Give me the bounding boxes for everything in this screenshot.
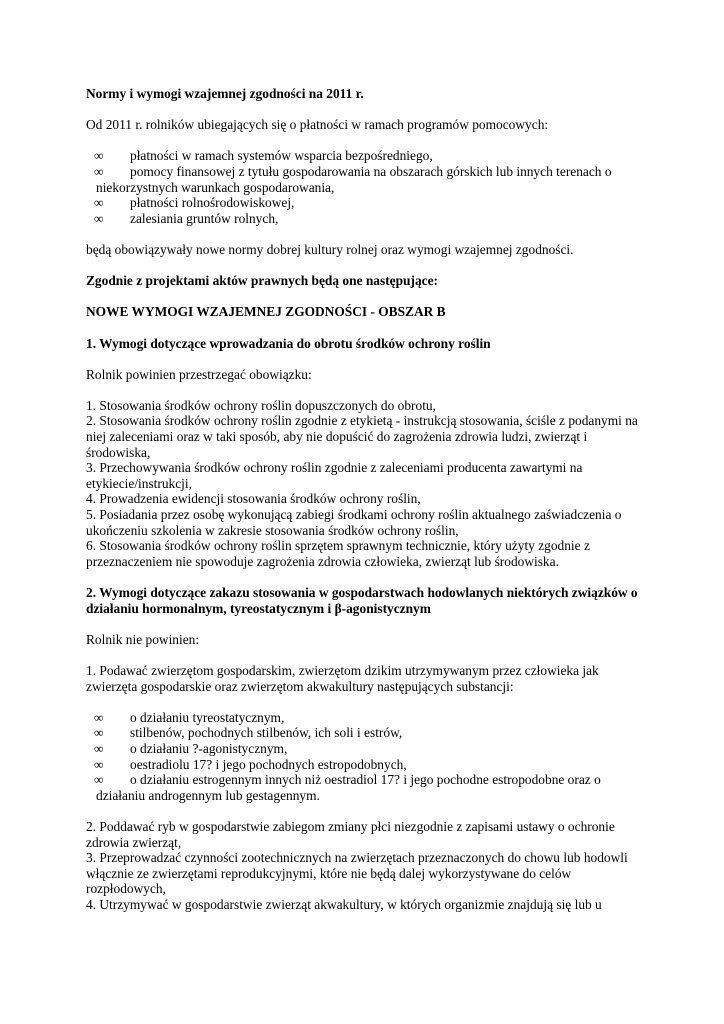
- list-item: ∞ oestradiolu 17? i jego pochodnych estropodobnych,: [94, 756, 407, 772]
- list-item: 1. Stosowania środków ochrony roślin dopuszczonych do obrotu,: [86, 397, 436, 413]
- list-item: 2. Poddawać ryb w gospodarstwie zabiegom zmiany płci niezgodnie z zapisami ustawy o ochronie zdrowia zwierząt,: [86, 818, 615, 850]
- area-heading: NOWE WYMOGI WZAJEMNEJ ZGODNOŚCI - OBSZAR B: [86, 304, 446, 320]
- list-item: ∞ o działaniu ?-agonistycznym,: [94, 740, 288, 756]
- infinity-bullet-icon: ∞: [94, 163, 104, 179]
- list-item: ∞ płatności w ramach systemów wsparcia bezpośredniego,: [94, 148, 433, 164]
- document-page: [86, 86, 646, 912]
- section1-heading: 1. Wymogi dotyczące wprowadzania do obrotu środków ochrony roślin: [86, 335, 491, 351]
- infinity-bullet-icon: ∞: [94, 772, 104, 788]
- list-item: ∞ o działaniu tyreostatycznym,: [94, 709, 285, 725]
- infinity-bullet-icon: ∞: [94, 740, 104, 756]
- list-item: ∞ o działaniu estrogennym innych niż oestradiol 17? i jego pochodne estropodobne oraz o działaniu androgennym lub gestagennym.: [94, 772, 601, 803]
- intro-conclusion: będą obowiązywały nowe normy dobrej kultury rolnej oraz wymogi wzajemnej zgodności.: [86, 241, 574, 257]
- list-item: 5. Posiadania przez osobę wykonującą zabiegi środkami ochrony roślin aktualnego zaświadczenia o ukończeniu szkolenia w zakresie stosowania środków ochrony roślin,: [86, 507, 622, 538]
- list-item: 6. Stosowania środków ochrony roślin sprzętem sprawnym technicznie, który użyty zgodnie z przeznaczeniem nie spowoduje zagrożenia zdrowia człowieka, zwierząt lub środowiska.: [86, 538, 590, 569]
- infinity-bullet-icon: ∞: [94, 195, 104, 211]
- list-item: 3. Przeprowadzać czynności zootechnicznych na zwierzętach przeznaczonych do chowu lub hodowli włącznie ze zwierzętami reprodukcyjnymi, które nie będą dalej wykorzystywane do celów rozpłodowych,: [86, 850, 628, 897]
- section2-list: [86, 819, 646, 913]
- infinity-bullet-icon: ∞: [94, 210, 104, 226]
- projects-heading: Zgodnie z projektami aktów prawnych będą one następujące:: [86, 273, 439, 289]
- section2-item1: 1. Podawać zwierzętom gospodarskim, zwierzętom dzikim utrzymywanym przez człowieka jak zwierzęta gospodarskie oraz zwierzętom akwakultury następujących substancji:: [86, 662, 599, 694]
- list-item: 4. Prowadzenia ewidencji stosowania środków ochrony roślin,: [86, 491, 421, 507]
- infinity-bullet-icon: ∞: [94, 709, 104, 725]
- infinity-bullet-icon: ∞: [94, 725, 104, 741]
- infinity-bullet-icon: ∞: [94, 148, 104, 164]
- list-item: 2. Stosowania środków ochrony roślin zgodnie z etykietą - instrukcją stosowania, ściśle z podanymi na niej zaleceniami oraz w taki sposób, aby nie dopuścić do zagrożenia zdrowia ludzi, zwierząt i środowiska,: [86, 413, 638, 460]
- list-item: 4. Utrzymywać w gospodarstwie zwierząt akwakultury, w których organizmie znajdują się lub u: [86, 896, 602, 912]
- section1-list: [86, 398, 646, 570]
- infinity-bullet-icon: ∞: [94, 756, 104, 772]
- list-item: ∞ pomocy finansowej z tytułu gospodarowania na obszarach górskich lub innych terenach o niekorzystnych warunkach gospodarowania,: [94, 163, 612, 195]
- list-item: 3. Przechowywania środków ochrony roślin zgodnie z zaleceniami producenta zawartymi na etykiecie/instrukcji,: [86, 460, 583, 491]
- document-title: Normy i wymogi wzajemnej zgodności na 2011 r.: [86, 86, 364, 101]
- section2-heading: 2. Wymogi dotyczące zakazu stosowania w gospodarstwach hodowlanych niektórych związków o działaniu hormonalnym, tyreostatycznym i β-agonistycznym: [86, 585, 638, 616]
- intro-bullet-list: [86, 148, 646, 226]
- substances-list: [86, 710, 646, 804]
- list-item: ∞ płatności rolnośrodowiskowej,: [94, 195, 295, 211]
- section1-lead: Rolnik powinien przestrzegać obowiązku:: [86, 366, 312, 382]
- list-item: ∞ zalesiania gruntów rolnych,: [94, 210, 279, 226]
- intro-paragraph: Od 2011 r. rolników ubiegających się o płatności w ramach programów pomocowych:: [86, 117, 549, 133]
- list-item: ∞ stilbenów, pochodnych stilbenów, ich soli i estrów,: [94, 725, 403, 741]
- section2-lead: Rolnik nie powinien:: [86, 631, 200, 647]
